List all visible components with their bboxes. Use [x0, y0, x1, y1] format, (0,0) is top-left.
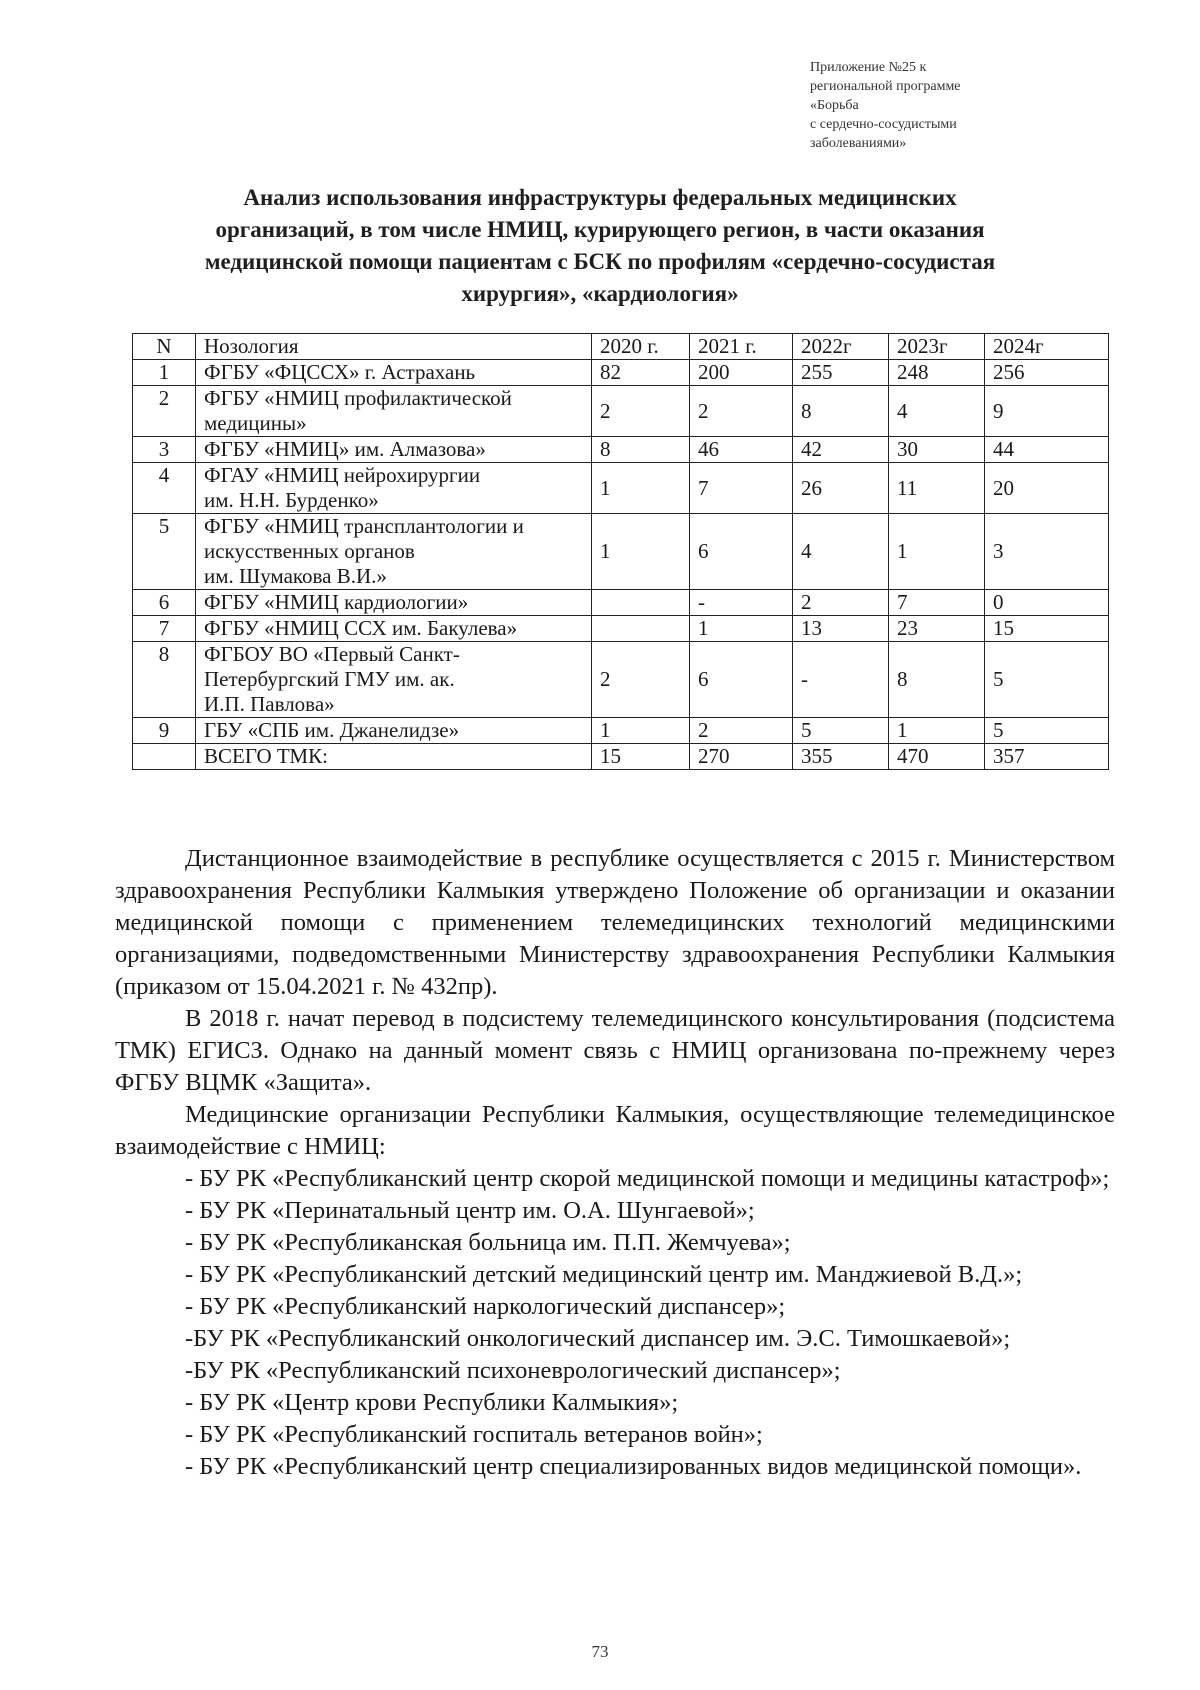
table-header-cell: 2024г: [985, 334, 1109, 360]
value-cell: -: [690, 590, 793, 616]
value-cell: 200: [690, 360, 793, 386]
value-cell: -: [793, 642, 889, 718]
organization-cell: [196, 718, 592, 744]
organization-cell: [196, 463, 592, 514]
organization-cell: [196, 386, 592, 437]
value-cell: 4: [793, 514, 889, 590]
value-cell: 7: [690, 463, 793, 514]
table-row: [133, 514, 1109, 590]
table-row: [133, 590, 1109, 616]
table-header-cell: 2020 г.: [592, 334, 690, 360]
organization-cell: [196, 514, 592, 590]
organization-name-line: ФГБУ «НМИЦ ССХ им. Бакулева»: [204, 616, 518, 640]
value-cell: 9: [985, 386, 1109, 437]
value-cell: 1: [592, 463, 690, 514]
organization-cell: [196, 642, 592, 718]
value-cell: [592, 616, 690, 642]
value-cell: 5: [985, 642, 1109, 718]
organization-cell: [196, 360, 592, 386]
body-paragraph: Дистанционное взаимодействие в республике осуществляется с 2015 г. Министерством здравоохранения Республики Калмыкия утверждено Положение об организации и оказании медицинской помощи с применением телемедицинских технологий медицинскими организациями, подведомственными Министерству здравоохранения Республики Калмыкия (приказом от 15.04.2021 г. № 432пр).: [115, 845, 1115, 1000]
organization-name-line: ВСЕГО ТМК:: [204, 744, 328, 768]
body-paragraph: - БУ РК «Республиканский центр специализированных видов медицинской помощи».: [185, 1453, 1082, 1480]
value-cell: 2: [592, 642, 690, 718]
title-line: организаций, в том числе НМИЦ, курирующего регион, в части оказания: [215, 217, 985, 242]
table-row: [133, 744, 1109, 770]
value-cell: 2: [690, 386, 793, 437]
table-row: [133, 386, 1109, 437]
value-cell: 357: [985, 744, 1109, 770]
body-paragraph: - БУ РК «Республиканский наркологический диспансер»;: [185, 1293, 786, 1320]
body-paragraph: В 2018 г. начат перевод в подсистему телемедицинского консультирования (подсистема ТМК) ЕГИСЗ. Однако на данный момент связь с НМИЦ организована по-прежнему через ФГБУ ВЦМК «Защита».: [115, 1005, 1115, 1096]
appendix-line: Приложение №25 к: [810, 60, 927, 75]
organization-name-line: ФГБУ «НМИЦ профилактической: [204, 386, 512, 410]
value-cell: 42: [793, 437, 889, 463]
organization-name-line: медицины»: [204, 411, 307, 435]
organization-cell: [196, 590, 592, 616]
row-number-cell: 2: [133, 386, 196, 437]
organization-name-line: Петербургский ГМУ им. ак.: [204, 667, 455, 691]
value-cell: 82: [592, 360, 690, 386]
value-cell: 5: [793, 718, 889, 744]
value-cell: [592, 590, 690, 616]
organization-name-line: искусственных органов: [204, 539, 415, 563]
value-cell: 15: [592, 744, 690, 770]
organization-cell: [196, 437, 592, 463]
value-cell: 8: [793, 386, 889, 437]
organization-name-line: ФГБОУ ВО «Первый Санкт-: [204, 642, 460, 666]
organization-name-line: ФГБУ «НМИЦ» им. Алмазова»: [204, 437, 486, 461]
value-cell: 1: [592, 718, 690, 744]
value-cell: 1: [592, 514, 690, 590]
organization-name-line: ФГБУ «ФЦССХ» г. Астрахань: [204, 360, 476, 384]
value-cell: 15: [985, 616, 1109, 642]
table-row: [133, 437, 1109, 463]
body-paragraph: -БУ РК «Республиканский психоневрологический диспансер»;: [185, 1357, 841, 1384]
row-number-cell: 7: [133, 616, 196, 642]
table-header-cell: N: [133, 334, 196, 360]
value-cell: 355: [793, 744, 889, 770]
table-header-cell: 2021 г.: [690, 334, 793, 360]
table-header-cell: 2023г: [889, 334, 985, 360]
body-paragraph: Медицинские организации Республики Калмыкия, осуществляющие телемедицинское взаимодействие с НМИЦ:: [115, 1101, 1115, 1160]
organization-name-line: им. Шумакова В.И.»: [204, 564, 387, 588]
value-cell: 470: [889, 744, 985, 770]
row-number-cell: 9: [133, 718, 196, 744]
row-number-cell: 4: [133, 463, 196, 514]
body-paragraph: - БУ РК «Республиканский детский медицинский центр им. Манджиевой В.Д.»;: [185, 1261, 1023, 1288]
row-number-cell: 8: [133, 642, 196, 718]
value-cell: 255: [793, 360, 889, 386]
value-cell: 13: [793, 616, 889, 642]
value-cell: 44: [985, 437, 1109, 463]
body-paragraph: - БУ РК «Республиканский госпиталь ветеранов войн»;: [185, 1421, 763, 1448]
title-line: медицинской помощи пациентам с БСК по профилям «сердечно-сосудистая: [204, 249, 996, 274]
row-number-cell: 3: [133, 437, 196, 463]
body-paragraph: - БУ РК «Республиканский центр скорой медицинской помощи и медицины катастроф»;: [185, 1165, 1110, 1192]
body-paragraph: - БУ РК «Центр крови Республики Калмыкия»;: [185, 1389, 679, 1416]
value-cell: 2: [690, 718, 793, 744]
body-paragraph: -БУ РК «Республиканский онкологический диспансер им. Э.С. Тимошкаевой»;: [185, 1325, 1011, 1352]
organization-name-line: ФГАУ «НМИЦ нейрохирургии: [204, 463, 481, 487]
value-cell: 8: [592, 437, 690, 463]
value-cell: 2: [592, 386, 690, 437]
table-row: [133, 718, 1109, 744]
document-title: [115, 182, 1085, 310]
appendix-note: [810, 58, 1070, 153]
value-cell: 8: [889, 642, 985, 718]
value-cell: 6: [690, 514, 793, 590]
table-header-cell: 2022г: [793, 334, 889, 360]
body-paragraph: - БУ РК «Перинатальный центр им. О.А. Шунгаевой»;: [185, 1197, 755, 1224]
table-row: [133, 360, 1109, 386]
value-cell: 0: [985, 590, 1109, 616]
value-cell: 248: [889, 360, 985, 386]
value-cell: 5: [985, 718, 1109, 744]
value-cell: 7: [889, 590, 985, 616]
row-number-cell: 5: [133, 514, 196, 590]
table-header-cell: Нозология: [196, 334, 592, 360]
body-text: [115, 843, 1115, 1483]
value-cell: 23: [889, 616, 985, 642]
row-number-cell: 1: [133, 360, 196, 386]
value-cell: 20: [985, 463, 1109, 514]
value-cell: 26: [793, 463, 889, 514]
appendix-line: заболеваниями»: [810, 136, 907, 151]
organization-cell: [196, 616, 592, 642]
table-row: [133, 463, 1109, 514]
organization-name-line: И.П. Павлова»: [204, 692, 335, 716]
value-cell: 46: [690, 437, 793, 463]
value-cell: 270: [690, 744, 793, 770]
value-cell: 4: [889, 386, 985, 437]
telemedicine-table: [132, 333, 1109, 770]
page-number: 73: [591, 1642, 609, 1661]
value-cell: 6: [690, 642, 793, 718]
table-header-row: [133, 334, 1109, 360]
organization-cell: [196, 744, 592, 770]
organization-name-line: им. Н.Н. Бурденко»: [204, 488, 379, 512]
table-row: [133, 642, 1109, 718]
organization-name-line: ФГБУ «НМИЦ трансплантологии и: [204, 514, 524, 538]
appendix-line: с сердечно-сосудистыми: [810, 117, 957, 132]
value-cell: 3: [985, 514, 1109, 590]
appendix-line: «Борьба: [810, 98, 859, 113]
value-cell: 2: [793, 590, 889, 616]
table-row: [133, 616, 1109, 642]
title-line: хирургия», «кардиология»: [461, 281, 739, 306]
row-number-cell: [133, 744, 196, 770]
body-paragraph: - БУ РК «Республиканская больница им. П.П. Жемчуева»;: [185, 1229, 791, 1256]
value-cell: 256: [985, 360, 1109, 386]
value-cell: 1: [690, 616, 793, 642]
value-cell: 11: [889, 463, 985, 514]
organization-name-line: ГБУ «СПБ им. Джанелидзе»: [204, 718, 460, 742]
value-cell: 1: [889, 514, 985, 590]
organization-name-line: ФГБУ «НМИЦ кардиологии»: [204, 590, 469, 614]
appendix-line: региональной программе: [810, 79, 961, 94]
value-cell: 1: [889, 718, 985, 744]
row-number-cell: 6: [133, 590, 196, 616]
value-cell: 30: [889, 437, 985, 463]
title-line: Анализ использования инфраструктуры федеральных медицинских: [243, 185, 957, 210]
